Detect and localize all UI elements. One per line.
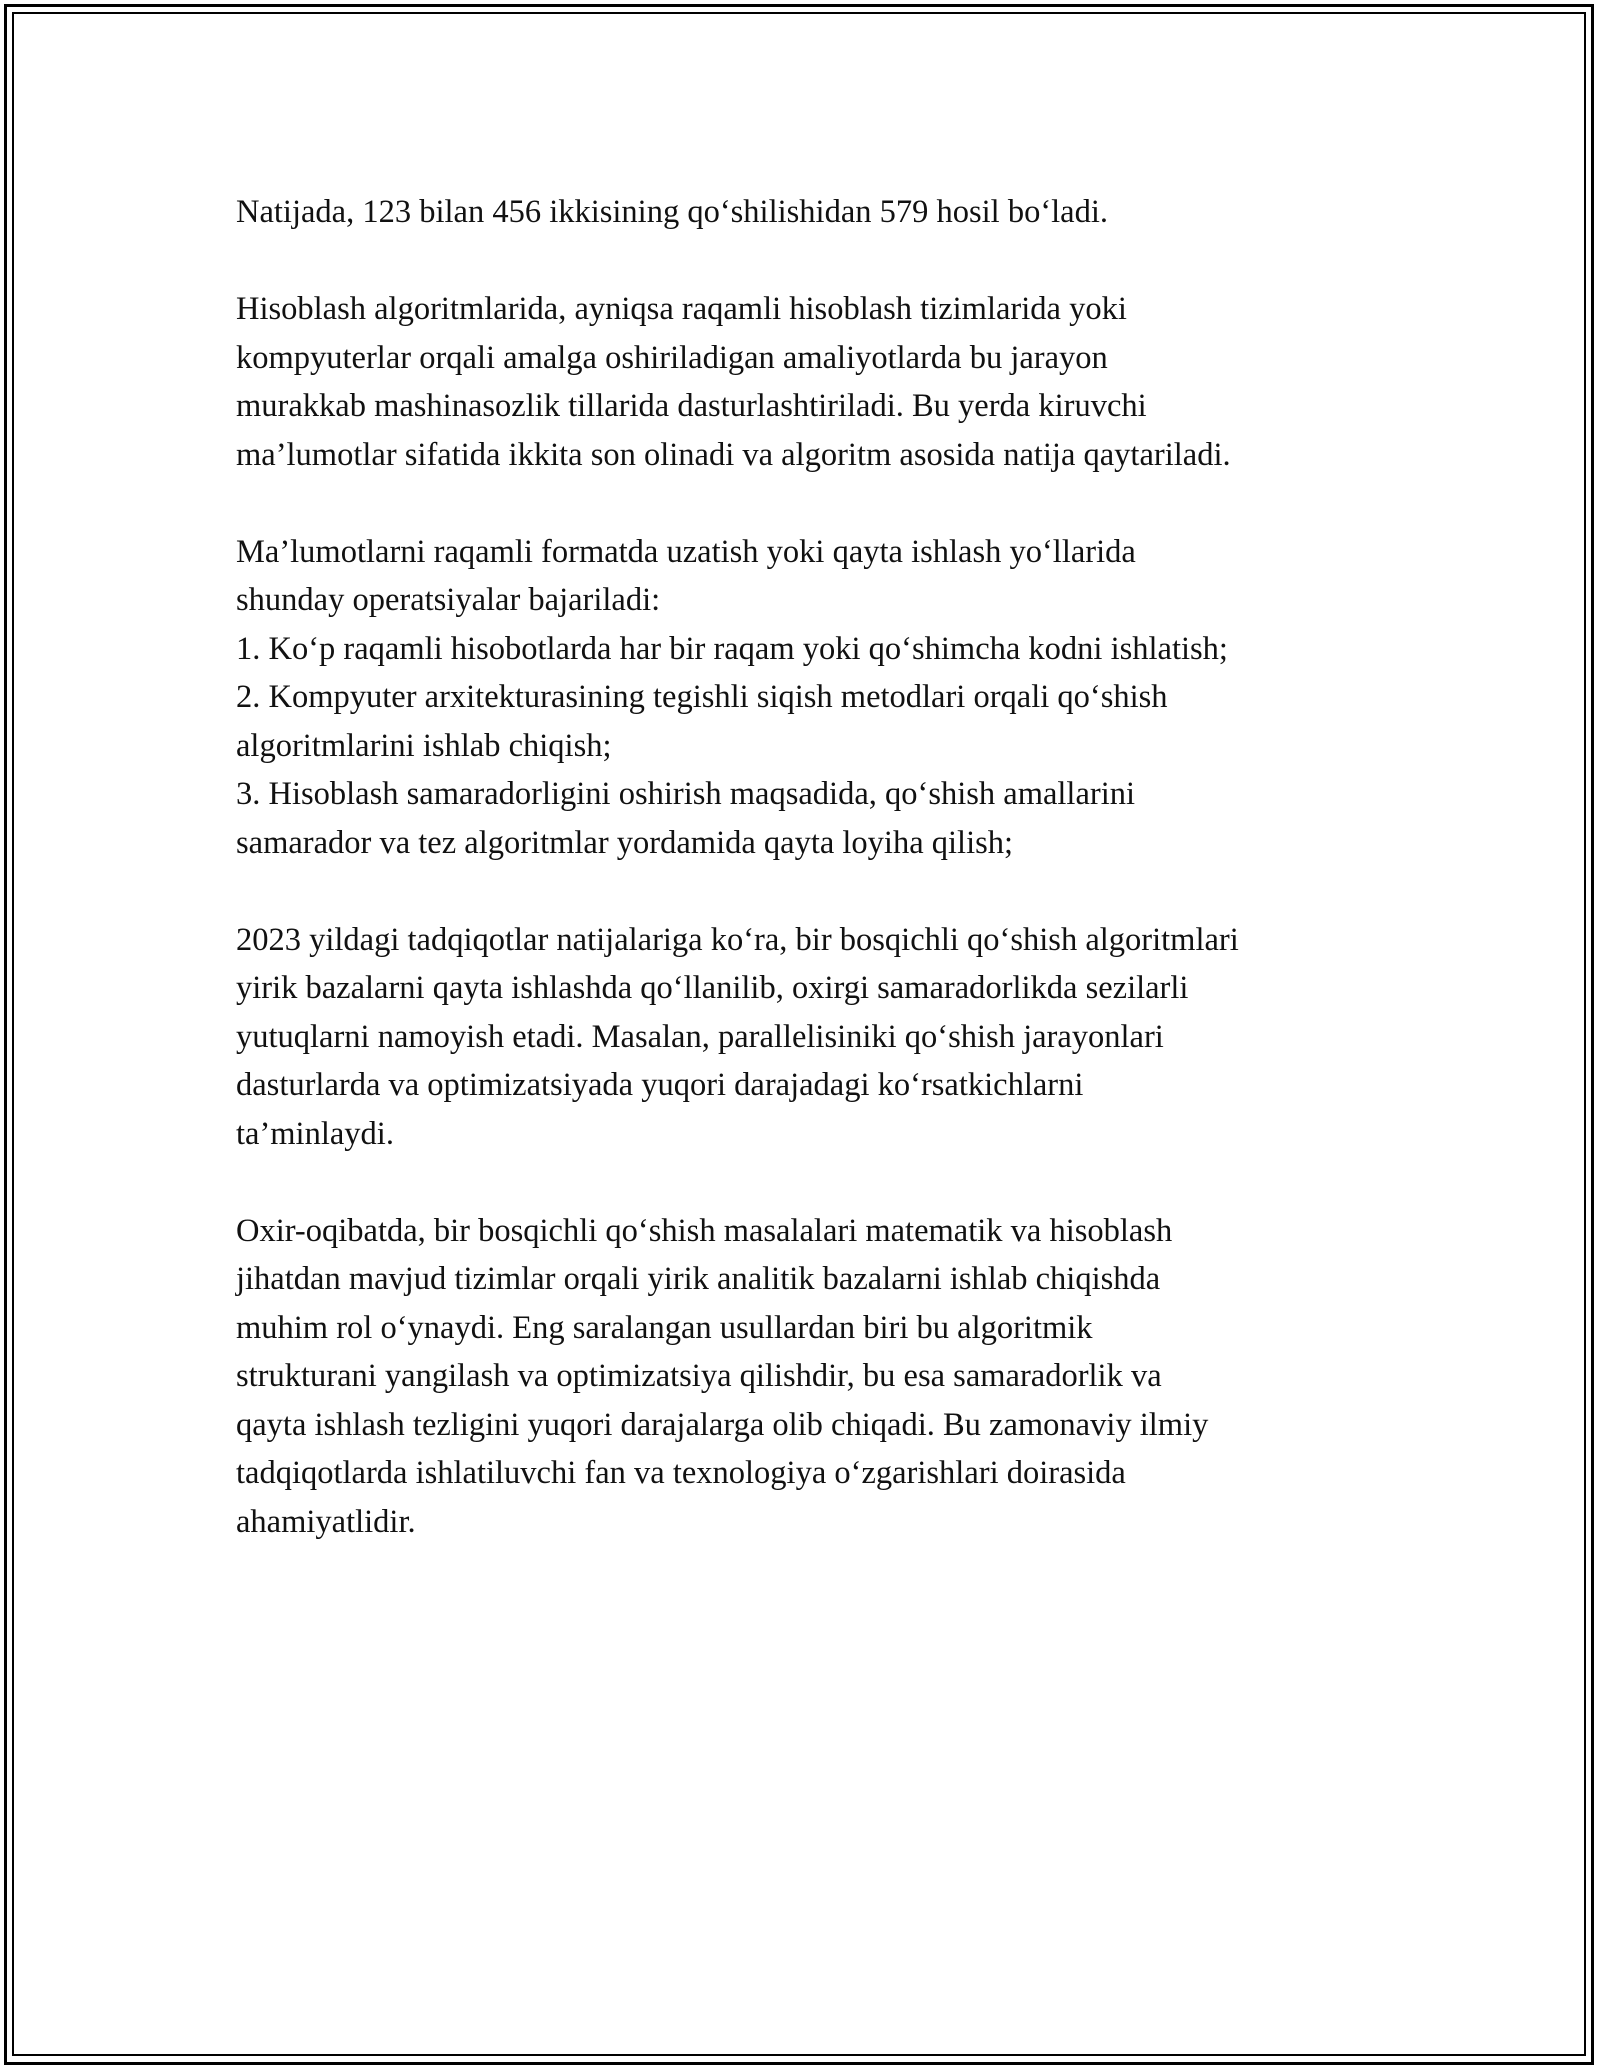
text-line: ma’lumotlar sifatida ikkita son olinadi va algoritm asosida natija qaytariladi. [236, 436, 1231, 473]
text-line: dasturlarda va optimizatsiyada yuqori darajadagi koʻrsatkichlarni [236, 1067, 1084, 1103]
text-line: Hisoblash algoritmlarida, ayniqsa raqamli hisoblash tizimlarida yoki [236, 291, 1127, 327]
text-line: Ma’lumotlarni raqamli formatda uzatish yoki qayta ishlash yoʻllarida [236, 533, 1136, 570]
text-line: yutuqlarni namoyish etadi. Masalan, parallelisiniki qoʻshish jarayonlari [236, 1018, 1164, 1055]
paragraph-conclusion [236, 1207, 1396, 1547]
text-line: Natijada, 123 bilan 456 ikkisining qoʻshilishidan 579 hosil boʻladi. [236, 194, 1109, 230]
text-line: 2023 yildagi tadqiqotlar natijalariga koʻra, bir bosqichli qoʻshish algoritmlari [236, 921, 1239, 958]
document-body [236, 188, 1396, 1595]
text-line: shunday operatsiyalar bajariladi: [236, 582, 661, 618]
paragraph-algorithms [236, 285, 1396, 479]
paragraph-operations [236, 528, 1396, 868]
list-item: 3. Hisoblash samaradorligini oshirish maqsadida, qoʻshish amallarini [236, 776, 1136, 812]
text-line: qayta ishlash tezligini yuqori darajalarga olib chiqadi. Bu zamonaviy ilmiy [236, 1406, 1209, 1443]
text-line: ta’minlaydi. [236, 1115, 394, 1152]
list-item: 2. Kompyuter arxitekturasining tegishli siqish metodlari orqali qoʻshish [236, 679, 1168, 715]
list-item: 1. Koʻp raqamli hisobotlarda har bir raqam yoki qoʻshimcha kodni ishlatish; [236, 630, 1228, 667]
list-item-continuation: algoritmlarini ishlab chiqish; [236, 727, 612, 764]
text-line: yirik bazalarni qayta ishlashda qoʻllanilib, oxirgi samaradorlikda sezilarli [236, 970, 1189, 1006]
text-line: jihatdan mavjud tizimlar orqali yirik analitik bazalarni ishlab chiqishda [236, 1261, 1161, 1297]
paragraph-research-2023 [236, 916, 1396, 1159]
text-line: muhim rol oʻynaydi. Eng saralangan usullardan biri bu algoritmik [236, 1309, 1093, 1346]
list-item-continuation: samarador va tez algoritmlar yordamida qayta loyiha qilish; [236, 824, 1014, 861]
text-line: kompyuterlar orqali amalga oshiriladigan amaliyotlarda bu jarayon [236, 339, 1108, 376]
paragraph-result [236, 188, 1396, 237]
text-line: tadqiqotlarda ishlatiluvchi fan va texnologiya oʻzgarishlari doirasida [236, 1455, 1126, 1491]
text-line: strukturani yangilash va optimizatsiya qilishdir, bu esa samaradorlik va [236, 1358, 1162, 1394]
text-line: ahamiyatlidir. [236, 1503, 416, 1540]
text-line: Oxir-oqibatda, bir bosqichli qoʻshish masalalari matematik va hisoblash [236, 1212, 1173, 1249]
text-line: murakkab mashinasozlik tillarida dasturlashtiriladi. Bu yerda kiruvchi [236, 388, 1147, 424]
